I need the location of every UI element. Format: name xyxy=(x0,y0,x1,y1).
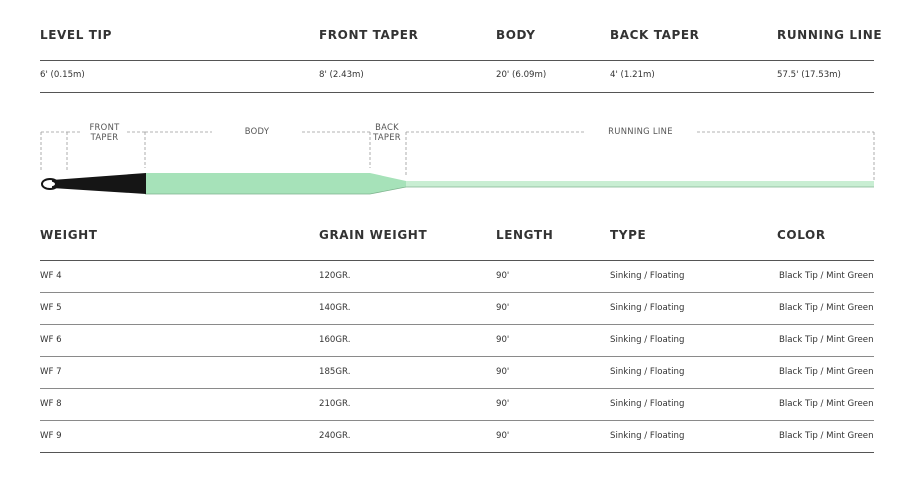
cell-grain-weight: 240GR. xyxy=(319,431,351,441)
cell-color: Black Tip / Mint Green xyxy=(779,271,874,281)
cell-weight: WF 6 xyxy=(40,335,62,345)
label-front-taper xyxy=(82,122,127,142)
label-running-line: RUNNING LINE xyxy=(608,126,673,136)
cell-grain-weight: 185GR. xyxy=(319,367,351,377)
header-back-taper: BACK TAPER xyxy=(610,28,700,42)
fly-line-diagram xyxy=(0,110,908,200)
label-front-taper-line2: TAPER xyxy=(90,132,119,142)
divider xyxy=(40,92,874,93)
row-divider xyxy=(40,452,874,453)
cell-weight: WF 8 xyxy=(40,399,62,409)
cell-type: Sinking / Floating xyxy=(610,303,685,313)
header-color: COLOR xyxy=(777,228,826,242)
cell-weight: WF 5 xyxy=(40,303,62,313)
label-back-taper-line1: BACK xyxy=(375,122,399,132)
cell-grain-weight: 210GR. xyxy=(319,399,351,409)
row-divider xyxy=(40,388,874,389)
row-divider xyxy=(40,292,874,293)
cell-weight: WF 4 xyxy=(40,271,62,281)
cell-grain-weight: 120GR. xyxy=(319,271,351,281)
cell-color: Black Tip / Mint Green xyxy=(779,335,874,345)
cell-length: 90' xyxy=(496,335,510,345)
cell-type: Sinking / Floating xyxy=(610,431,685,441)
cell-color: Black Tip / Mint Green xyxy=(779,367,874,377)
cell-length: 90' xyxy=(496,303,510,313)
loop-hole xyxy=(45,182,55,187)
row-divider xyxy=(40,420,874,421)
cell-grain-weight: 140GR. xyxy=(319,303,351,313)
header-running-line: RUNNING LINE xyxy=(777,28,883,42)
header-body: BODY xyxy=(496,28,536,42)
value-running-line: 57.5' (17.53m) xyxy=(777,70,841,80)
cell-color: Black Tip / Mint Green xyxy=(779,431,874,441)
cell-color: Black Tip / Mint Green xyxy=(779,399,874,409)
divider xyxy=(40,260,874,261)
front-taper-segment xyxy=(52,173,146,194)
label-body: BODY xyxy=(244,126,270,136)
row-divider xyxy=(40,356,874,357)
label-front-taper-line1: FRONT xyxy=(89,122,120,132)
header-front-taper: FRONT TAPER xyxy=(319,28,419,42)
label-back-taper xyxy=(366,122,408,142)
cell-type: Sinking / Floating xyxy=(610,399,685,409)
cell-length: 90' xyxy=(496,271,510,281)
cell-weight: WF 9 xyxy=(40,431,62,441)
value-level-tip: 6' (0.15m) xyxy=(40,70,85,80)
cell-type: Sinking / Floating xyxy=(610,335,685,345)
value-back-taper: 4' (1.21m) xyxy=(610,70,655,80)
cell-length: 90' xyxy=(496,431,510,441)
cell-type: Sinking / Floating xyxy=(610,367,685,377)
value-front-taper: 8' (2.43m) xyxy=(319,70,364,80)
cell-length: 90' xyxy=(496,399,510,409)
running-line-segment xyxy=(404,181,874,187)
value-body: 20' (6.09m) xyxy=(496,70,547,80)
label-back-taper-line2: TAPER xyxy=(373,132,401,142)
body-segment xyxy=(145,173,406,194)
cell-length: 90' xyxy=(496,367,510,377)
header-grain-weight: GRAIN WEIGHT xyxy=(319,228,428,242)
cell-grain-weight: 160GR. xyxy=(319,335,351,345)
cell-type: Sinking / Floating xyxy=(610,271,685,281)
fly-line-svg xyxy=(0,110,908,200)
row-divider xyxy=(40,324,874,325)
cell-weight: WF 7 xyxy=(40,367,62,377)
header-weight: WEIGHT xyxy=(40,228,98,242)
header-type: TYPE xyxy=(610,228,647,242)
header-level-tip: LEVEL TIP xyxy=(40,28,112,42)
cell-color: Black Tip / Mint Green xyxy=(779,303,874,313)
segment-brackets xyxy=(41,132,874,180)
header-length: LENGTH xyxy=(496,228,554,242)
divider xyxy=(40,60,874,61)
